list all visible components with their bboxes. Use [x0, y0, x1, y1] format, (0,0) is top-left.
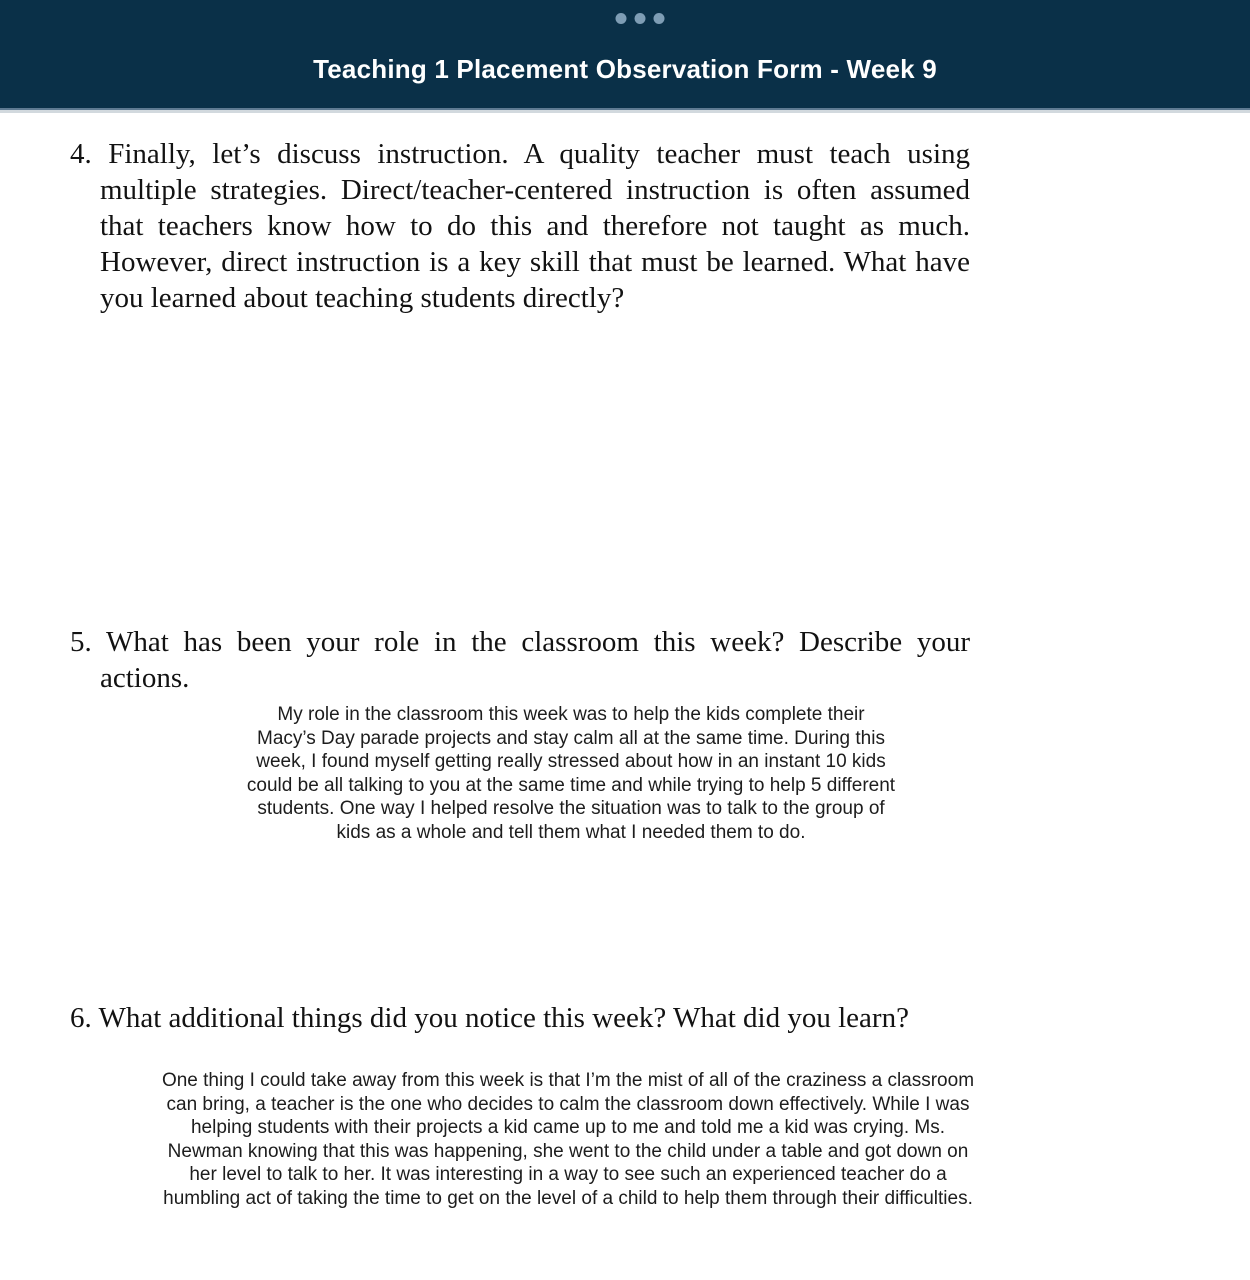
- question-5-number: 5.: [70, 626, 92, 658]
- question-4-text: Finally, let’s discuss instruction. A quality teacher must teach using multiple strategies. Direct/teacher-centered instruction is often assumed that teachers know how to do this and therefore not taught as much. However, direct instruction is a key skill that must be learned. What have you learned about teaching students directly?: [100, 138, 970, 314]
- header-bar: [0, 0, 1250, 110]
- question-5: [70, 624, 970, 696]
- question-6-answer-text: One thing I could take away from this week is that I’m the mist of all of the craziness a classroom can bring, a teacher is the one who decides to calm the classroom down effectively. While I was helping students with their projects a kid came up to me and told me a kid was crying. Ms. Newman knowing that this was happening, she went to the child under a table and got down on her level to talk to her. It was interesting in a way to see such an experienced teacher do a humbling act of taking the time to get on the level of a child to help them through their difficulties.: [161, 1070, 975, 1209]
- question-4-number: 4.: [70, 138, 92, 170]
- question-6-text: What additional things did you notice this week? What did you learn?: [98, 1002, 909, 1034]
- question-5-text: What has been your role in the classroom this week? Describe your actions.: [100, 626, 970, 694]
- document-title: Teaching 1 Placement Observation Form - Week 9: [313, 54, 937, 84]
- ellipsis-dot: [654, 13, 665, 24]
- ellipsis-dot: [635, 13, 646, 24]
- question-6: [70, 1000, 970, 1036]
- question-5-answer-text: My role in the classroom this week was to help the kids complete their Macy’s Day parade projects and stay calm all at the same time. During this week, I found myself getting really stressed about how in an instant 10 kids could be all talking to you at the same time and while trying to help 5 different students. One way I helped resolve the situation was to talk to the group of kids as a whole and tell them what I needed them to do.: [246, 704, 896, 843]
- ellipsis-dot: [616, 13, 627, 24]
- question-6-number: 6.: [70, 1002, 92, 1034]
- more-options-icon[interactable]: [610, 11, 671, 26]
- question-4: [70, 136, 970, 316]
